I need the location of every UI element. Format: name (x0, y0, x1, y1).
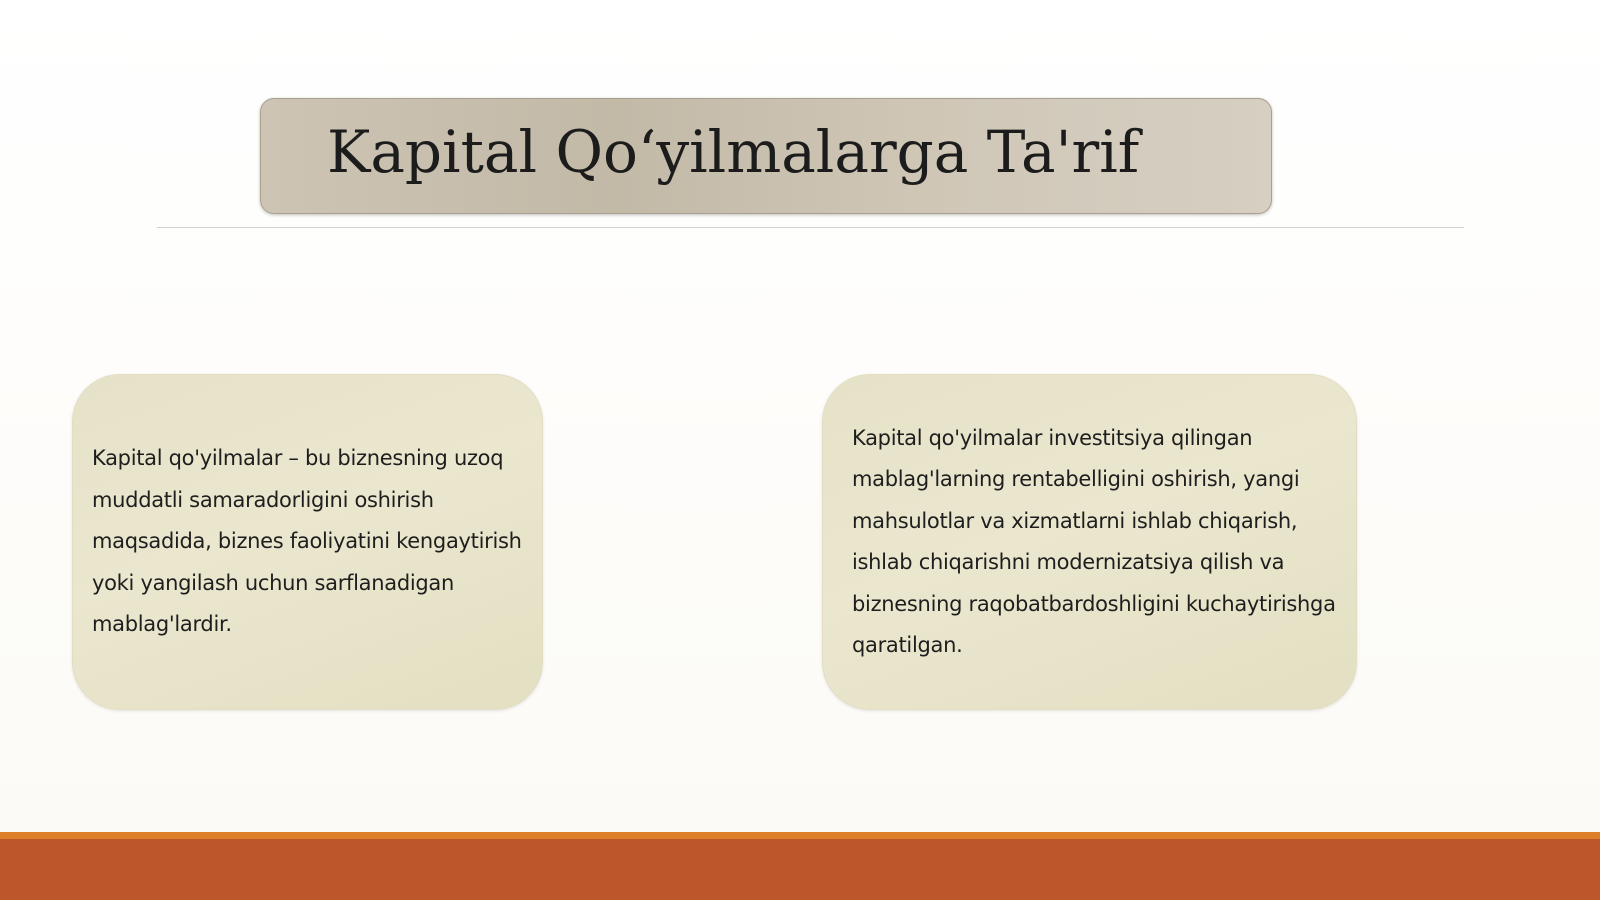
title-box (260, 98, 1272, 214)
title-divider (157, 227, 1464, 228)
slide-title: Kapital Qo‘yilmalarga Ta'rif (327, 118, 1140, 186)
definition-card-left-text: Kapital qo'yilmalar – bu biznesning uzoq muddatli samaradorligini oshirish maqsadida, biznes faoliyatini kengaytirish yoki yangilash uchun sarflanadigan mablag'lardir. (92, 446, 522, 637)
definition-card-right-text: Kapital qo'yilmalar investitsiya qilingan mablag'larning rentabelligini oshirish, yangi mahsulotlar va xizmatlarni ishlab chiqarish, ishlab chiqarishni modernizatsiya qilish va biznesning raqobatbardoshligini kuchaytirishga qaratilgan. (852, 425, 1336, 657)
definition-card-left (72, 374, 543, 710)
footer-bar (0, 832, 1600, 900)
definition-card-right (822, 374, 1357, 710)
